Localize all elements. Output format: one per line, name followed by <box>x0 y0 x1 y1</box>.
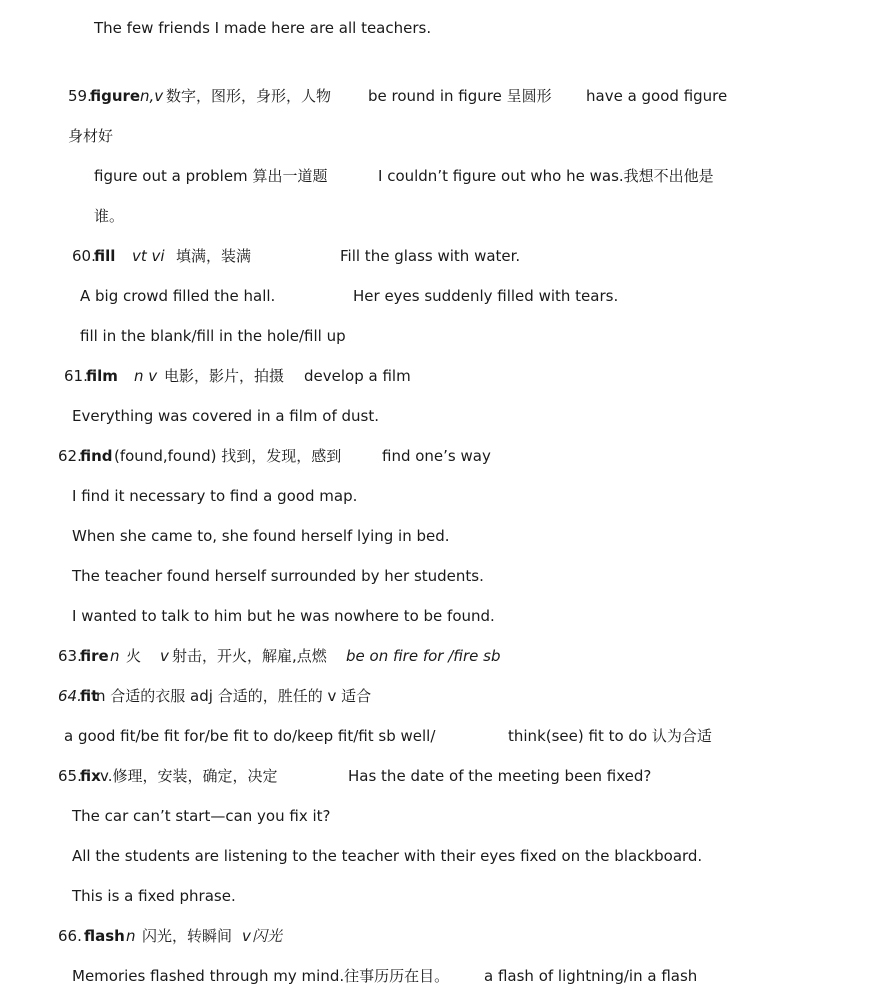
headword: film <box>86 367 118 385</box>
entry-number: 66. <box>58 927 82 945</box>
definition: n 合适的衣服 adj 合适的，胜任的 v 适合 <box>96 687 372 705</box>
headword: fill <box>94 247 116 265</box>
definition: 填满，装满 <box>176 247 252 265</box>
phrase: fill in the blank/fill in the hole/fill up <box>80 327 346 345</box>
sentence-text: The few friends I made here are all teachers. <box>94 19 432 37</box>
example-sentence: This is a fixed phrase. <box>72 887 236 905</box>
entry-number: 63. <box>58 647 82 665</box>
example-sentence: The teacher found herself surrounded by her students. <box>72 567 484 585</box>
example-sentence: Memories flashed through my mind.往事历历在目。 <box>72 967 450 985</box>
part-of-speech: v <box>160 647 169 665</box>
example-sentence: Everything was covered in a film of dust. <box>72 407 380 425</box>
sentence-text: 谁。 <box>94 207 125 225</box>
part-of-speech: n,v <box>140 87 164 105</box>
phrase: find one’s way <box>382 447 491 465</box>
entry-number: 62. <box>58 447 82 465</box>
definition: 身材好 <box>68 127 114 145</box>
phrase: be on fire for /fire sb <box>346 647 501 665</box>
definition: 闪光，转瞬间 <box>142 927 233 945</box>
example-sentence: A big crowd filled the hall. <box>80 287 276 305</box>
example-sentence: All the students are listening to the teacher with their eyes fixed on the blackboard. <box>72 847 703 865</box>
definition: 闪光 <box>252 927 283 945</box>
headword: fit <box>80 687 99 705</box>
phrase: be round in figure 呈圆形 <box>368 87 552 105</box>
phrase: think(see) fit to do 认为合适 <box>508 727 712 745</box>
example-sentence: The car can’t start—can you fix it? <box>72 807 331 825</box>
definition: 火 <box>126 647 142 665</box>
headword: figure <box>90 87 141 105</box>
entry-number: 64. <box>58 687 82 705</box>
phrase: figure out a problem 算出一道题 <box>94 167 328 185</box>
definition: (found,found) 找到，发现，感到 <box>114 447 342 465</box>
example-sentence: Fill the glass with water. <box>340 247 521 265</box>
entry-number: 60. <box>72 247 96 265</box>
entry-number: 65. <box>58 767 82 785</box>
part-of-speech: n v <box>134 367 158 385</box>
example-sentence: Her eyes suddenly filled with tears. <box>353 287 619 305</box>
phrase: develop a film <box>304 367 411 385</box>
entry-number: 59. <box>68 87 92 105</box>
example-sentence: I wanted to talk to him but he was nowhere to be found. <box>72 607 495 625</box>
part-of-speech: v <box>242 927 251 945</box>
definition: 电影，影片，拍摄 <box>164 367 285 385</box>
headword: flash <box>84 927 125 945</box>
example-sentence: I couldn’t figure out who he was.我想不出他是 <box>378 167 714 185</box>
definition: v.修理，安装，确定，决定 <box>100 767 278 785</box>
part-of-speech: n <box>110 647 120 665</box>
definition: 数字，图形，身形，人物 <box>166 87 332 105</box>
part-of-speech: n <box>126 927 136 945</box>
phrase: a good fit/be fit for/be fit to do/keep fit/fit sb well/ <box>64 727 436 745</box>
example-sentence: When she came to, she found herself lying in bed. <box>72 527 450 545</box>
phrase: a flash of lightning/in a flash <box>484 967 698 985</box>
part-of-speech: vt vi <box>132 247 165 265</box>
example-sentence: Has the date of the meeting been fixed? <box>348 767 652 785</box>
definition: 射击，开火，解雇,点燃 <box>172 647 327 665</box>
phrase: have a good figure <box>586 87 728 105</box>
headword: fix <box>80 767 101 785</box>
example-sentence: I find it necessary to find a good map. <box>72 487 358 505</box>
headword: find <box>80 447 113 465</box>
headword: fire <box>80 647 109 665</box>
entry-number: 61. <box>64 367 88 385</box>
